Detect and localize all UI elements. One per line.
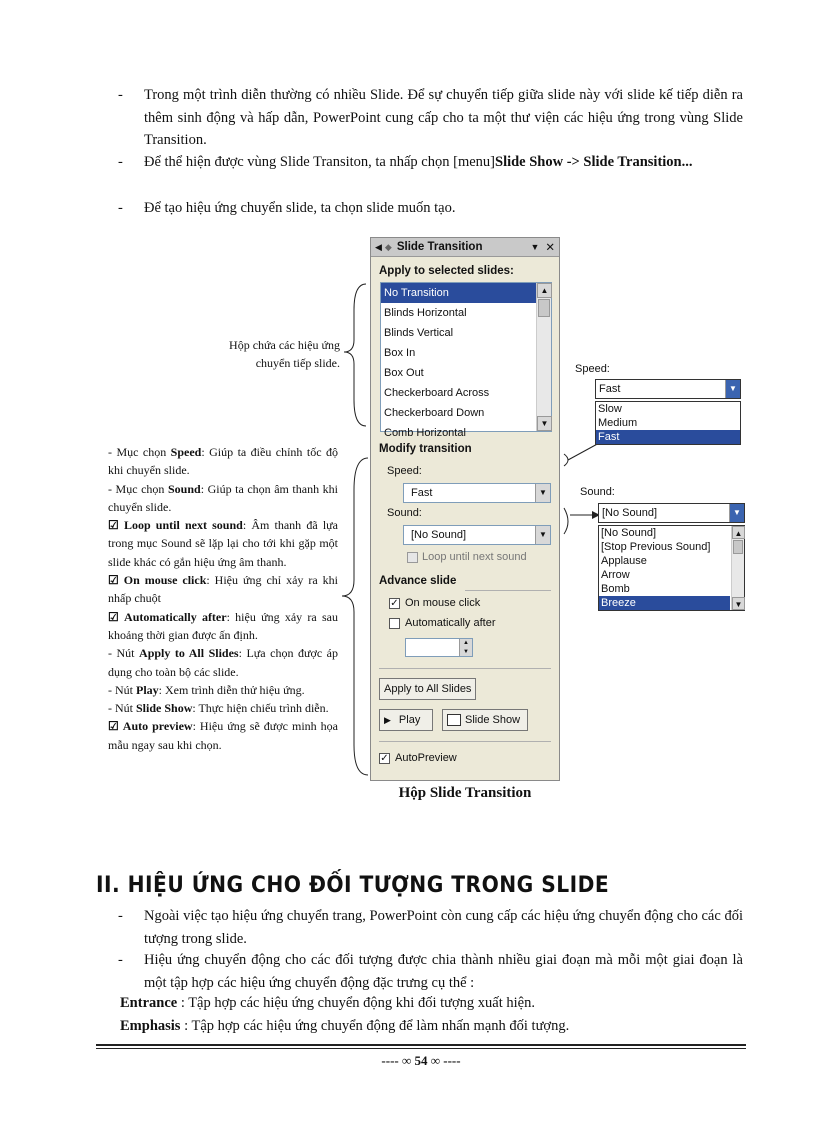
on-click-label: On mouse click xyxy=(405,597,481,609)
list-item[interactable]: Checkerboard Down xyxy=(384,407,485,419)
auto-after-spinner[interactable] xyxy=(405,638,473,657)
chevron-down-icon[interactable]: ▼ xyxy=(729,504,744,522)
divider xyxy=(379,741,551,742)
checked-box-icon: ☑ xyxy=(108,573,119,588)
sound-popup-dropdown[interactable]: [No Sound] ▼ xyxy=(598,503,745,523)
apply-all-button[interactable]: Apply to All Slides xyxy=(379,678,476,700)
panel-caption: Hộp Slide Transition xyxy=(398,785,532,801)
list-item[interactable]: Fast xyxy=(596,430,740,444)
back-arrow-icon[interactable]: ◀ xyxy=(375,241,382,252)
intro-bullet-1: - Trong một trình diễn thường có nhiều Slide. Để sự chuyển tiếp giữa slide này với slide kế tiếp diễn ra thêm sinh động và hấp dẫn, PowerPoint cung cấp cho ta một thư viện các hiệu ứng trong vùng Slide Transition. xyxy=(118,87,743,148)
checked-box-icon: ☑ xyxy=(108,518,119,533)
play-icon: ▶ xyxy=(384,715,391,725)
sound-popup xyxy=(580,486,743,609)
modify-transition-label: Modify transition xyxy=(379,443,472,455)
advance-slide-label: Advance slide xyxy=(379,575,457,587)
speed-dropdown[interactable]: Fast ▼ xyxy=(403,483,551,503)
note-speed: - Mục chọn Speed: Giúp ta điều chỉnh tốc độ khi chuyển slide. xyxy=(108,445,338,478)
list-item[interactable]: Arrow xyxy=(601,569,630,581)
loop-checkbox[interactable] xyxy=(407,552,418,563)
checked-box-icon: ☑ xyxy=(108,719,119,734)
scroll-thumb[interactable] xyxy=(733,540,743,554)
forward-arrow-icon[interactable]: ◆ xyxy=(384,241,392,252)
auto-after-checkbox[interactable] xyxy=(389,618,400,629)
list-item[interactable]: Box In xyxy=(384,347,416,359)
note-mouse-click: ☑ On mouse click: Hiệu ứng chỉ xảy ra khi nhấp chuột xyxy=(108,573,339,606)
transition-list[interactable] xyxy=(380,282,552,439)
chevron-down-icon[interactable]: ▼ xyxy=(725,380,740,398)
speed-options-list[interactable] xyxy=(595,401,741,445)
play-button[interactable]: ▶ Play xyxy=(379,709,433,731)
annotation-transition-list: Hộp chứa các hiệu ứng chuyển tiếp slide. xyxy=(229,338,340,370)
list-item[interactable]: Comb Horizontal xyxy=(384,427,466,439)
note-sound: - Mục chọn Sound: Giúp ta chọn âm thanh khi chuyển slide. xyxy=(108,481,338,514)
autopreview-checkbox[interactable]: ✓ xyxy=(380,753,389,764)
note-apply-all: - Nút Apply to All Slides: Lựa chọn được áp dụng cho toàn bộ các slide. xyxy=(108,646,338,679)
checked-box-icon: ☑ xyxy=(108,609,119,624)
def-entrance: Entrance : Tập hợp các hiệu ứng chuyển động khi đối tượng xuất hiện. xyxy=(120,995,535,1011)
close-icon[interactable]: ✕ xyxy=(545,242,555,254)
list-item[interactable]: Checkerboard Across xyxy=(384,387,490,399)
sound-options-list[interactable] xyxy=(598,525,745,611)
auto-after-label: Automatically after xyxy=(405,617,496,629)
divider xyxy=(465,590,551,591)
chevron-down-icon[interactable]: ▼ xyxy=(535,484,550,502)
footer-rule xyxy=(96,1048,746,1049)
apply-selected-label: Apply to selected slides: xyxy=(379,265,514,277)
feature-notes xyxy=(108,443,338,754)
list-item[interactable]: Breeze xyxy=(599,596,730,610)
spin-up-icon[interactable]: ▲ xyxy=(459,639,472,648)
speed-label: Speed: xyxy=(387,465,422,477)
list-item[interactable]: Blinds Vertical xyxy=(384,327,454,339)
scroll-thumb[interactable] xyxy=(538,299,550,317)
list-item[interactable]: Medium xyxy=(598,417,638,429)
intro-bullet-3: - Để tạo hiệu ứng chuyển slide, ta chọn slide muốn tạo. xyxy=(118,200,456,216)
note-auto-after: ☑ Automatically after: hiệu ứng xảy ra sau khoảng thời gian được ấn định. xyxy=(108,609,338,642)
speed-popup-label: Speed: xyxy=(575,363,610,375)
list-item[interactable]: Box Out xyxy=(384,367,424,379)
brace-lines xyxy=(340,280,370,780)
sound-dropdown[interactable]: [No Sound] ▼ xyxy=(403,525,551,545)
list-item[interactable]: [Stop Previous Sound] xyxy=(601,541,711,553)
slide-transition-panel xyxy=(370,237,560,781)
list-item[interactable]: Applause xyxy=(601,555,647,567)
on-click-checkbox[interactable]: ✓ xyxy=(390,598,399,609)
list-item[interactable]: Blinds Horizontal xyxy=(384,307,467,319)
list-scrollbar[interactable] xyxy=(536,283,551,431)
panel-menu-icon[interactable]: ▼ xyxy=(530,242,540,252)
slide-show-button[interactable]: Slide Show xyxy=(442,709,528,731)
intro-bullet-2: - Để thể hiện được vùng Slide Transiton, ta nhấp chọn [menu]Slide Show -> Slide Transition... xyxy=(118,154,693,170)
scroll-down-icon[interactable]: ▼ xyxy=(537,416,552,431)
loop-label: Loop until next sound xyxy=(422,551,527,563)
list-item[interactable]: Bomb xyxy=(601,583,630,595)
autopreview-label: AutoPreview xyxy=(395,752,457,764)
page-number: ---- ∞ 54 ∞ ---- xyxy=(381,1053,461,1068)
body-bullet-2: - Hiệu ứng chuyển động cho các đối tượng được chia thành nhiều giai đoạn mà mỗi một giai đoạn là một tập hợp các hiệu ứng chuyển động đặc trưng cụ thể : xyxy=(118,952,743,991)
slideshow-icon xyxy=(447,714,461,726)
section-heading: II. HIỆU ỨNG CHO ĐỐI TƯỢNG TRONG SLIDE xyxy=(96,873,610,898)
note-slide-show: - Nút Slide Show: Thực hiện chiếu trình diễn. xyxy=(108,701,329,716)
panel-title: Slide Transition xyxy=(396,241,483,253)
def-emphasis: Emphasis : Tập hợp các hiệu ứng chuyển động để làm nhấn mạnh đối tượng. xyxy=(120,1018,570,1034)
speed-popup xyxy=(575,363,737,443)
sound-popup-label: Sound: xyxy=(580,486,615,498)
list-scrollbar[interactable] xyxy=(731,526,744,610)
list-item[interactable]: No Transition xyxy=(381,283,551,303)
note-loop: ☑ Loop until next sound: Âm thanh đã lựa trong mục Sound sẽ lặp lại cho tới khi gặp một slide khác có gắn hiệu ứng âm thanh. xyxy=(108,518,338,569)
note-auto-preview: ☑ Auto preview: Hiệu ứng sẽ được minh họa mẫu ngay sau khi chọn. xyxy=(108,719,338,752)
spin-down-icon[interactable]: ▼ xyxy=(459,648,472,656)
body-bullet-1: - Ngoài việc tạo hiệu ứng chuyển trang, PowerPoint còn cung cấp các hiệu ứng chuyển động cho các đối tượng trong slide. xyxy=(118,908,743,947)
chevron-down-icon[interactable]: ▼ xyxy=(535,526,550,544)
scroll-down-icon[interactable]: ▼ xyxy=(732,597,745,610)
divider xyxy=(379,668,551,669)
sound-label: Sound: xyxy=(387,507,422,519)
speed-popup-dropdown[interactable]: Fast ▼ xyxy=(595,379,741,399)
footer-rule xyxy=(96,1044,746,1046)
scroll-up-icon[interactable]: ▲ xyxy=(732,526,745,539)
scroll-up-icon[interactable]: ▲ xyxy=(537,283,552,298)
list-item[interactable]: Slow xyxy=(598,403,622,415)
list-item[interactable]: [No Sound] xyxy=(601,527,657,539)
panel-titlebar xyxy=(371,238,559,257)
note-play: - Nút Play: Xem trình diễn thử hiệu ứng. xyxy=(108,682,305,697)
